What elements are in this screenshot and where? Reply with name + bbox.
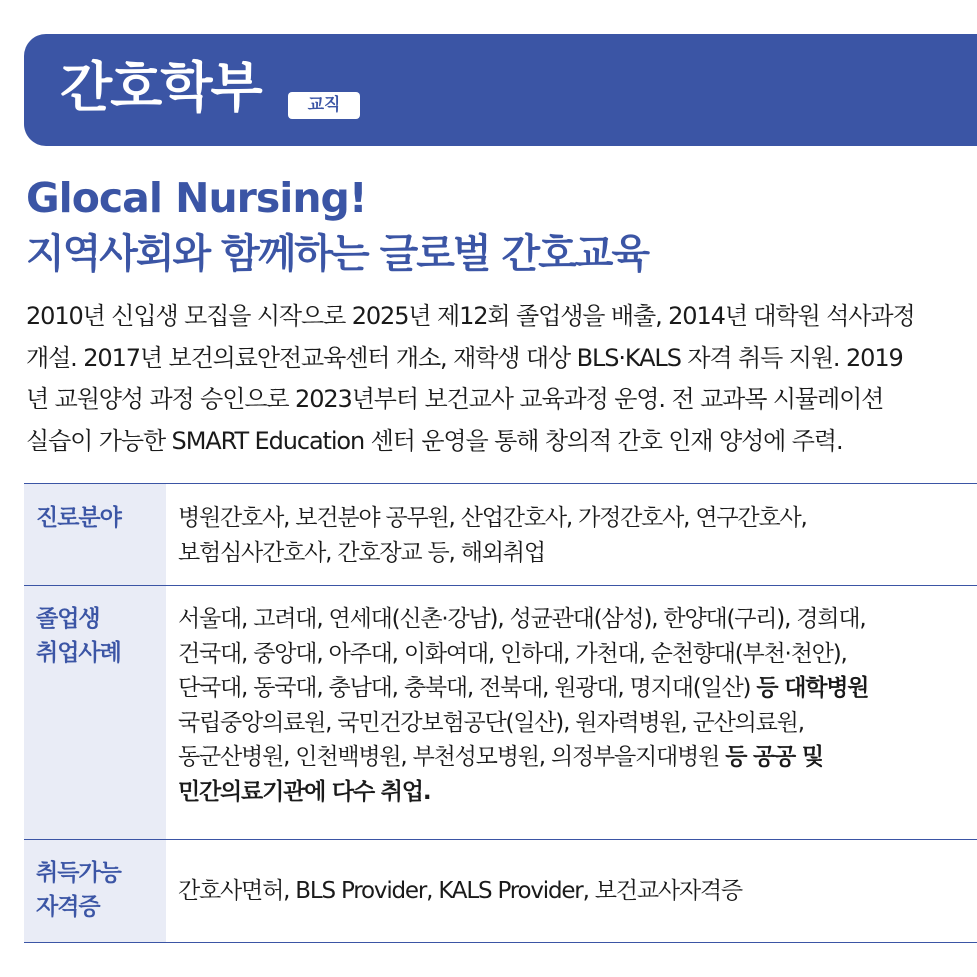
headline-korean: 지역사회와 함께하는 글로벌 간호교육 — [26, 231, 649, 277]
intro-paragraph — [26, 296, 977, 462]
employment-line-text: 동군산병원, 인천백병원, 부천성모병원, 의정부을지대병원 — [178, 744, 726, 770]
employment-label — [24, 586, 166, 839]
career-label-text: 진로분야 — [36, 505, 121, 531]
intro-line: 2010년 신입생 모집을 시작으로 2025년 제12회 졸업생을 배출, 2014년 대학원 석사과정 — [26, 302, 915, 330]
employment-line: 건국대, 중앙대, 아주대, 이화여대, 인하대, 가천대, 순천향대(부천·천안), — [178, 640, 847, 667]
intro-line: 실습이 가능한 SMART Education 센터 운영을 통해 창의적 간호 인재 양성에 주력. — [26, 426, 843, 455]
employment-line-text: 단국대, 동국대, 충남대, 충북대, 전북대, 원광대, 명지대(일산) — [178, 675, 757, 701]
license-row — [24, 840, 977, 943]
headline-english: Glocal Nursing! — [26, 174, 367, 222]
career-line: 병원간호사, 보건분야 공무원, 산업간호사, 가정간호사, 연구간호사, — [178, 505, 807, 531]
license-label — [24, 840, 166, 942]
license-label-line: 자격증 — [36, 894, 100, 920]
employment-line — [178, 671, 868, 706]
intro-line: 년 교원양성 과정 승인으로 2023년부터 보건교사 교육과정 운영. 전 교과목 시뮬레이션 — [26, 385, 884, 413]
license-content — [166, 840, 742, 942]
employment-line-bold: 등 대학병원 — [756, 675, 869, 701]
employment-label-line: 졸업생 — [36, 606, 100, 632]
license-text: 간호사면허, BLS Provider, KALS Provider, 보건교사자격증 — [178, 878, 742, 904]
career-label — [24, 484, 166, 585]
teacher-course-badge: 교직 — [288, 92, 360, 119]
career-content — [166, 484, 807, 585]
employment-line: 서울대, 고려대, 연세대(신촌·강남), 성균관대(삼성), 한양대(구리), 경희대, — [178, 606, 866, 632]
career-row — [24, 484, 977, 586]
employment-line — [178, 740, 868, 775]
employment-content — [166, 586, 868, 839]
department-title: 간호학부 — [60, 56, 261, 119]
employment-row — [24, 586, 977, 840]
employment-line-bold: 민간의료기관에 다수 취업. — [178, 778, 431, 805]
license-label-line: 취득가능 — [36, 860, 121, 886]
info-table — [24, 483, 977, 943]
employment-label-line: 취업사례 — [36, 640, 121, 666]
career-line: 보험심사간호사, 간호장교 등, 해외취업 — [178, 539, 545, 566]
employment-line-bold: 등 공공 및 — [725, 744, 823, 770]
employment-line: 국립중앙의료원, 국민건강보험공단(일산), 원자력병원, 군산의료원, — [178, 709, 804, 736]
intro-line: 개설. 2017년 보건의료안전교육센터 개소, 재학생 대상 BLS·KALS 자격 취득 지원. 2019 — [26, 343, 903, 372]
